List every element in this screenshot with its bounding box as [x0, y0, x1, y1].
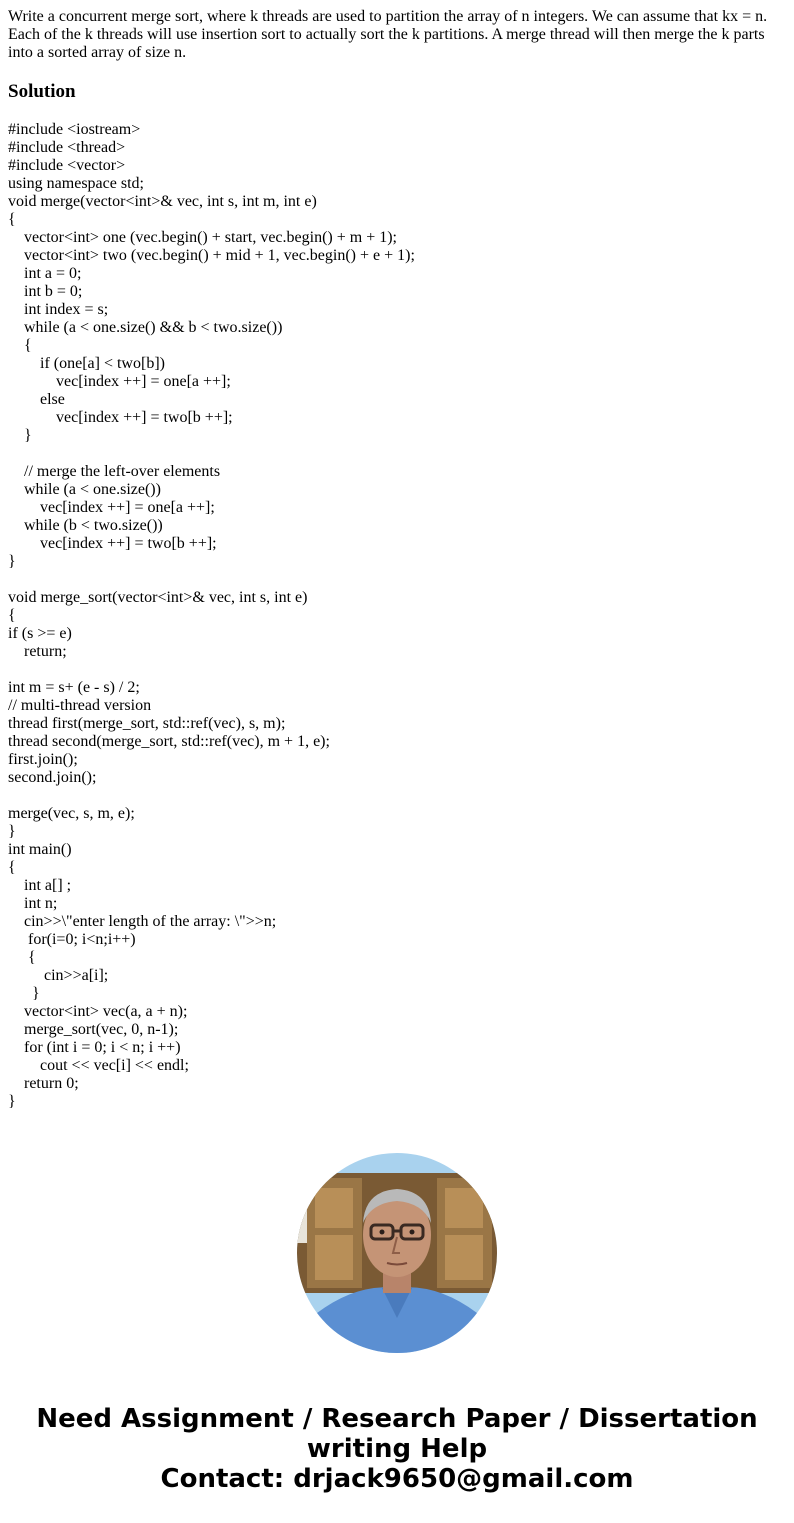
code-line: thread first(merge_sort, std::ref(vec), s, m);: [8, 715, 286, 732]
code-line: }: [8, 985, 40, 1002]
code-line: for (int i = 0; i < n; i ++): [8, 1039, 181, 1056]
code-line: while (a < one.size()): [8, 481, 161, 498]
code-line: {: [8, 949, 36, 966]
code-line: cin>>\"enter length of the array: \">>n;: [8, 913, 277, 930]
code-line: thread second(merge_sort, std::ref(vec), m + 1, e);: [8, 733, 330, 750]
code-line: vec[index ++] = one[a ++];: [8, 499, 215, 516]
code-line: cout << vec[i] << endl;: [8, 1057, 189, 1074]
code-line: merge_sort(vec, 0, n-1);: [8, 1021, 179, 1038]
code-line: second.join();: [8, 769, 97, 786]
code-line: }: [8, 823, 16, 840]
code-line: }: [8, 1093, 16, 1110]
code-line: [8, 571, 415, 589]
code-line: while (b < two.size()): [8, 517, 163, 534]
code-line: }: [8, 427, 32, 444]
code-line: #include <thread>: [8, 139, 126, 156]
author-avatar: [297, 1153, 497, 1353]
code-line: if (s >= e): [8, 625, 72, 642]
code-line: [8, 787, 415, 805]
promo-line-2: writing Help: [306, 1434, 488, 1464]
code-line: [8, 445, 415, 463]
promo-banner: [0, 1404, 794, 1494]
code-line: vector<int> vec(a, a + n);: [8, 1003, 188, 1020]
code-line: vec[index ++] = two[b ++];: [8, 535, 217, 552]
code-line: {: [8, 607, 16, 624]
code-line: int a[] ;: [8, 877, 72, 894]
code-line: else: [8, 391, 65, 408]
code-line: [8, 661, 415, 679]
code-line: int index = s;: [8, 301, 109, 318]
code-line: using namespace std;: [8, 175, 144, 192]
code-line: int m = s+ (e - s) / 2;: [8, 679, 140, 696]
code-line: merge(vec, s, m, e);: [8, 805, 135, 822]
question-text: Write a concurrent merge sort, where k threads are used to partition the array of n integers. We can assume that kx = n. Each of the k threads will use insertion sort to actually sort the k partitions. A merge thread will then merge the k parts into a sorted array of size n.: [8, 8, 768, 61]
code-line: while (a < one.size() && b < two.size()): [8, 319, 283, 336]
code-line: int n;: [8, 895, 58, 912]
code-line: void merge(vector<int>& vec, int s, int m, int e): [8, 193, 317, 210]
author-photo: [297, 1153, 497, 1353]
code-line: {: [8, 859, 16, 876]
code-line: if (one[a] < two[b]): [8, 355, 165, 372]
code-line: int a = 0;: [8, 265, 82, 282]
code-line: cin>>a[i];: [8, 967, 109, 984]
code-line: {: [8, 211, 16, 228]
code-line: }: [8, 553, 16, 570]
promo-contact: Contact: drjack9650@gmail.com: [160, 1464, 634, 1494]
code-line: for(i=0; i<n;i++): [8, 931, 136, 948]
promo-line-1: Need Assignment / Research Paper / Dissertation: [36, 1404, 758, 1434]
solution-code-block: [8, 121, 415, 1111]
code-line: int main(): [8, 841, 72, 858]
code-line: vector<int> two (vec.begin() + mid + 1, vec.begin() + e + 1);: [8, 247, 415, 264]
code-line: // multi-thread version: [8, 697, 152, 714]
code-line: {: [8, 337, 32, 354]
code-line: vec[index ++] = two[b ++];: [8, 409, 233, 426]
code-line: vec[index ++] = one[a ++];: [8, 373, 231, 390]
code-line: return 0;: [8, 1075, 79, 1092]
code-line: return;: [8, 643, 67, 660]
code-line: // merge the left-over elements: [8, 463, 221, 480]
code-line: int b = 0;: [8, 283, 83, 300]
code-line: #include <vector>: [8, 157, 126, 174]
code-line: void merge_sort(vector<int>& vec, int s, int e): [8, 589, 308, 606]
code-line: vector<int> one (vec.begin() + start, vec.begin() + m + 1);: [8, 229, 397, 246]
code-line: first.join();: [8, 751, 78, 768]
code-line: #include <iostream>: [8, 121, 141, 138]
solution-heading: Solution: [8, 81, 76, 102]
